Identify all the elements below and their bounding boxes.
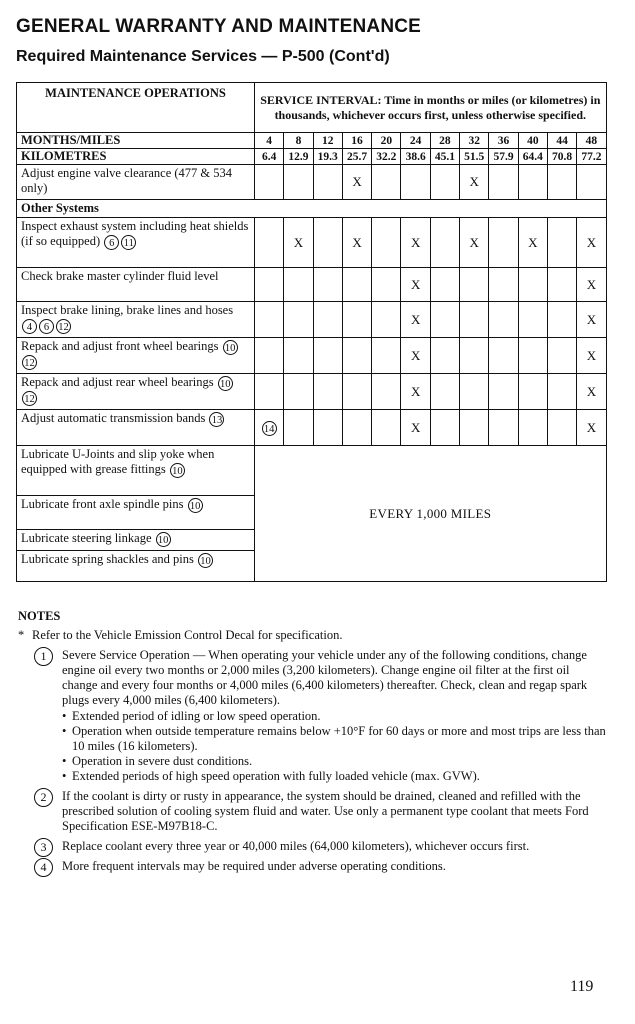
note-reference-icon: 12 — [56, 319, 71, 334]
kilometres-cell: 77.2 — [577, 149, 606, 165]
operation-cell — [17, 218, 255, 268]
table-row — [17, 338, 607, 374]
interval-cell — [401, 302, 430, 338]
operation-cell — [17, 551, 255, 582]
operation-text: Adjust engine valve clearance (477 & 534 only) — [21, 166, 233, 195]
note-item — [18, 859, 608, 874]
interval-cell — [577, 374, 606, 410]
months-miles-cell: 32 — [460, 133, 489, 149]
interval-cell — [284, 410, 313, 446]
page-number: 119 — [570, 978, 594, 995]
note-reference-icon: 6 — [39, 319, 54, 334]
interval-cell — [284, 218, 313, 268]
interval-cell — [342, 268, 371, 302]
interval-cell — [372, 218, 401, 268]
interval-cell — [313, 374, 342, 410]
interval-cell — [518, 410, 547, 446]
interval-cell — [342, 374, 371, 410]
interval-cell — [284, 338, 313, 374]
table-row — [17, 268, 607, 302]
table-row — [17, 165, 607, 200]
operation-text: Inspect brake lining, brake lines and hoses — [21, 303, 234, 317]
interval-cell — [489, 302, 518, 338]
note-reference-icon: 12 — [22, 391, 37, 406]
page-title: GENERAL WARRANTY AND MAINTENANCE — [16, 16, 422, 37]
table-row — [17, 374, 607, 410]
note-bullets — [62, 709, 608, 784]
interval-cell — [313, 410, 342, 446]
note-reference-icon: 6 — [104, 235, 119, 250]
service-mark: X — [410, 419, 421, 435]
interval-cell — [518, 302, 547, 338]
interval-cell — [284, 374, 313, 410]
section-label: Other Systems — [17, 200, 607, 218]
interval-cell — [313, 218, 342, 268]
interval-cell — [255, 302, 284, 338]
interval-cell — [518, 165, 547, 200]
operation-text: Lubricate spring shackles and pins — [21, 552, 194, 566]
months-miles-cell: 12 — [313, 133, 342, 149]
interval-cell — [489, 410, 518, 446]
kilometres-cell: 6.4 — [255, 149, 284, 165]
interval-cell — [401, 410, 430, 446]
star-note — [18, 628, 608, 643]
service-mark: X — [586, 276, 597, 292]
notes-title: NOTES — [18, 609, 61, 623]
service-mark: X — [528, 234, 538, 250]
note-number-icon: 1 — [34, 647, 53, 666]
schedule-body — [17, 83, 607, 582]
interval-cell — [313, 165, 342, 200]
note-reference-icon: 13 — [209, 412, 224, 427]
note-reference-icon: 10 — [170, 463, 185, 478]
interval-cell — [547, 165, 576, 200]
note-reference-icon: 14 — [262, 421, 277, 436]
interval-cell — [460, 410, 489, 446]
service-mark: X — [586, 234, 597, 250]
note-reference-icon: 10 — [198, 553, 213, 568]
kilometres-cell: 12.9 — [284, 149, 313, 165]
interval-cell — [460, 374, 489, 410]
note-bullet: • Extended period of idling or low speed operation. — [62, 709, 608, 724]
interval-cell — [430, 338, 459, 374]
service-mark: X — [469, 234, 479, 250]
interval-cell — [489, 338, 518, 374]
operation-text: Check brake master cylinder fluid level — [21, 269, 219, 283]
interval-cell — [255, 218, 284, 268]
operation-text: Lubricate steering linkage — [21, 531, 152, 545]
table-row — [17, 302, 607, 338]
notes-list — [18, 648, 608, 874]
interval-cell — [401, 374, 430, 410]
operation-cell — [17, 496, 255, 530]
note-reference-icon: 10 — [156, 532, 171, 547]
interval-cell — [547, 374, 576, 410]
interval-cell — [255, 410, 284, 446]
note-reference-icon: 11 — [121, 235, 136, 250]
service-mark: X — [410, 311, 421, 327]
note-reference-icon: 10 — [188, 498, 203, 513]
months-miles-label: MONTHS/MILES — [17, 133, 255, 149]
operation-cell — [17, 446, 255, 496]
note-text: If the coolant is dirty or rusty in appearance, the system should be drained, cleaned and refilled with the prescribed solution of cooling system fluid and water. Use only a permanent type coolant that meets Ford Specification ESE-M97B18-C. — [62, 789, 589, 833]
kilometres-cell: 64.4 — [518, 149, 547, 165]
interval-cell — [489, 374, 518, 410]
section-row — [17, 200, 607, 218]
months-miles-cell: 8 — [284, 133, 313, 149]
months-row — [17, 133, 607, 149]
service-mark: X — [586, 383, 597, 399]
service-mark: X — [410, 276, 421, 292]
notes-section — [18, 609, 608, 874]
page-subtitle: Required Maintenance Services — P-500 (Cont'd) — [16, 48, 390, 65]
months-miles-cell: 48 — [577, 133, 606, 149]
interval-cell — [342, 410, 371, 446]
service-mark: X — [410, 234, 421, 250]
interval-cell — [547, 268, 576, 302]
operation-cell — [17, 338, 255, 374]
interval-cell — [547, 338, 576, 374]
months-miles-cell: 40 — [518, 133, 547, 149]
operation-text: Inspect exhaust system including heat shields (if so equipped) — [21, 219, 249, 248]
note-number-icon: 4 — [34, 858, 53, 877]
interval-cell — [255, 374, 284, 410]
interval-cell — [401, 338, 430, 374]
interval-cell — [577, 165, 606, 200]
note-reference-icon: 10 — [218, 376, 233, 391]
note-bullet: • Operation in severe dust conditions. — [62, 754, 608, 769]
interval-cell — [518, 338, 547, 374]
note-bullet: • Extended periods of high speed operation with fully loaded vehicle (max. GVW). — [62, 769, 608, 784]
interval-cell — [372, 268, 401, 302]
operation-cell — [17, 530, 255, 551]
interval-cell — [460, 165, 489, 200]
interval-cell — [401, 218, 430, 268]
kilometres-cell: 19.3 — [313, 149, 342, 165]
months-miles-cell: 24 — [401, 133, 430, 149]
note-item — [18, 648, 608, 784]
interval-cell — [372, 302, 401, 338]
interval-cell — [547, 218, 576, 268]
interval-cell — [460, 338, 489, 374]
note-reference-icon: 4 — [22, 319, 37, 334]
interval-cell — [255, 338, 284, 374]
kilometres-cell: 57.9 — [489, 149, 518, 165]
interval-cell — [255, 165, 284, 200]
operation-text: Repack and adjust rear wheel bearings — [21, 375, 214, 389]
km-row — [17, 149, 607, 165]
months-miles-cell: 28 — [430, 133, 459, 149]
operation-text: Lubricate U-Joints and slip yoke when equipped with grease fittings — [21, 447, 215, 476]
note-number-icon: 3 — [34, 838, 53, 857]
interval-cell — [460, 218, 489, 268]
interval-cell — [430, 302, 459, 338]
interval-cell — [255, 268, 284, 302]
note-bullet: • Operation when outside temperature remains below +10°F for 60 days or more and most trips are less than 10 miles (16 kilometers). — [62, 724, 608, 754]
interval-cell — [372, 338, 401, 374]
table-row — [17, 446, 607, 496]
interval-cell — [489, 165, 518, 200]
operation-cell — [17, 165, 255, 200]
table-row — [17, 218, 607, 268]
every-interval-cell: EVERY 1,000 MILES — [255, 446, 607, 582]
note-reference-icon: 10 — [223, 340, 238, 355]
asterisk: * — [18, 628, 25, 642]
interval-cell — [430, 268, 459, 302]
note-item — [18, 789, 608, 834]
service-interval-header: SERVICE INTERVAL: Time in months or miles (or kilometres) in thousands, whichever occurs first, unless otherwise specified. — [255, 83, 607, 133]
interval-cell — [430, 165, 459, 200]
interval-cell — [284, 268, 313, 302]
service-mark: X — [410, 383, 421, 399]
service-mark: X — [352, 234, 362, 250]
note-item — [18, 839, 608, 854]
interval-cell — [577, 410, 606, 446]
interval-cell — [342, 165, 371, 200]
kilometres-cell: 32.2 — [372, 149, 401, 165]
kilometres-cell: 45.1 — [430, 149, 459, 165]
months-miles-cell: 44 — [547, 133, 576, 149]
interval-cell — [518, 374, 547, 410]
operation-cell — [17, 302, 255, 338]
interval-cell — [313, 338, 342, 374]
months-miles-cell: 16 — [342, 133, 371, 149]
interval-cell — [430, 218, 459, 268]
interval-cell — [577, 268, 606, 302]
interval-cell — [489, 268, 518, 302]
note-text: Replace coolant every three year or 40,000 miles (64,000 kilometers), whichever occurs first. — [62, 839, 530, 853]
interval-cell — [342, 302, 371, 338]
service-mark: X — [410, 347, 421, 363]
interval-cell — [547, 410, 576, 446]
service-mark: X — [469, 174, 479, 189]
months-miles-cell: 20 — [372, 133, 401, 149]
interval-cell — [342, 218, 371, 268]
kilometres-cell: 25.7 — [342, 149, 371, 165]
operation-cell — [17, 374, 255, 410]
service-mark: X — [352, 174, 362, 189]
operation-cell — [17, 268, 255, 302]
interval-cell — [460, 268, 489, 302]
service-mark: X — [586, 347, 597, 363]
interval-cell — [372, 165, 401, 200]
operation-text: Repack and adjust front wheel bearings — [21, 339, 219, 353]
interval-cell — [372, 374, 401, 410]
note-reference-icon: 12 — [22, 355, 37, 370]
interval-cell — [284, 165, 313, 200]
months-miles-cell: 36 — [489, 133, 518, 149]
interval-cell — [284, 302, 313, 338]
interval-cell — [577, 302, 606, 338]
note-text: More frequent intervals may be required under adverse operating conditions. — [62, 859, 446, 873]
operation-cell — [17, 410, 255, 446]
operation-text: Adjust automatic transmission bands — [21, 411, 206, 425]
interval-cell — [313, 302, 342, 338]
interval-cell — [577, 338, 606, 374]
kilometres-label: KILOMETRES — [17, 149, 255, 165]
months-miles-cell: 4 — [255, 133, 284, 149]
maintenance-operations-header: MAINTENANCE OPERATIONS — [17, 83, 255, 133]
interval-cell — [577, 218, 606, 268]
interval-cell — [372, 410, 401, 446]
table-row — [17, 410, 607, 446]
interval-cell — [489, 218, 518, 268]
interval-cell — [342, 338, 371, 374]
note-number-icon: 2 — [34, 788, 53, 807]
operation-text: Lubricate front axle spindle pins — [21, 497, 184, 511]
interval-cell — [518, 218, 547, 268]
interval-cell — [547, 302, 576, 338]
star-note-text: Refer to the Vehicle Emission Control Decal for specification. — [32, 628, 343, 642]
interval-cell — [430, 410, 459, 446]
note-text: Severe Service Operation — When operating your vehicle under any of the following conditions, change engine oil every two months or 2,000 miles (3,200 kilometers). Change engine oil filter at the first oil change and every four months or 4,000 miles (6,400 kilometers) thereafter. Check, clean and regap spark plugs every 4,000 miles (6,400 kilometers). — [62, 648, 588, 707]
interval-cell — [518, 268, 547, 302]
service-mark: X — [586, 419, 597, 435]
interval-cell — [430, 374, 459, 410]
kilometres-cell: 70.8 — [547, 149, 576, 165]
kilometres-cell: 51.5 — [460, 149, 489, 165]
maintenance-schedule-table — [16, 82, 607, 582]
interval-cell — [460, 302, 489, 338]
interval-cell — [313, 268, 342, 302]
service-mark: X — [586, 311, 597, 327]
service-mark: X — [293, 234, 304, 250]
interval-cell — [401, 268, 430, 302]
table-header-row — [17, 83, 607, 133]
interval-cell — [401, 165, 430, 200]
kilometres-cell: 38.6 — [401, 149, 430, 165]
